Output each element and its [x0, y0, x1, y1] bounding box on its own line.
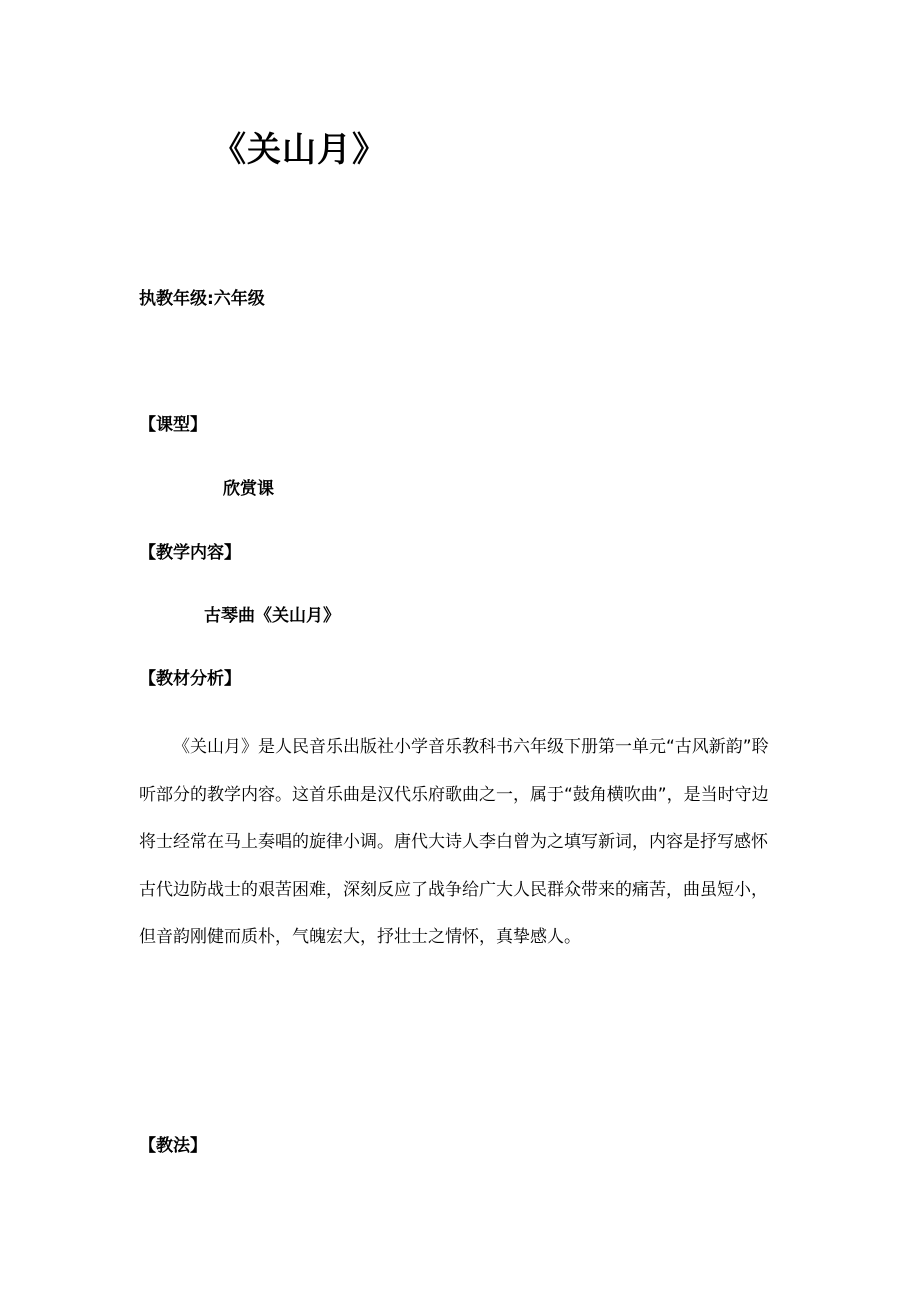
- teaching-grade: 执教年级:六年级: [139, 289, 265, 309]
- material-analysis-paragraph: 《关山月》是人民音乐出版社小学音乐教科书六年级下册第一单元“古风新韵”聆听部分的教学内容。这首乐曲是汉代乐府歌曲之一，属于“鼓角横吹曲”，是当时守边将士经常在马上奏唱的旋律小调。唐代大诗人李白曾为之填写新词，内容是抒写感怀古代边防战士的艰苦困难，深刻反应了战争给广大人民群众带来的痛苦，曲虽短小，但音韵刚健而质朴，气魄宏大，抒壮士之情怀，真挚感人。: [139, 737, 769, 947]
- teaching-method-heading: 【教法】: [139, 1136, 207, 1156]
- lesson-type-heading: 【课型】: [139, 415, 207, 435]
- material-analysis-heading: 【教材分析】: [139, 669, 241, 689]
- teaching-content-value: 古琴曲《关山月》: [204, 606, 340, 626]
- document-title: 《关山月》: [212, 130, 387, 170]
- teaching-content-heading: 【教学内容】: [139, 543, 241, 563]
- lesson-type-value: 欣赏课: [223, 479, 274, 499]
